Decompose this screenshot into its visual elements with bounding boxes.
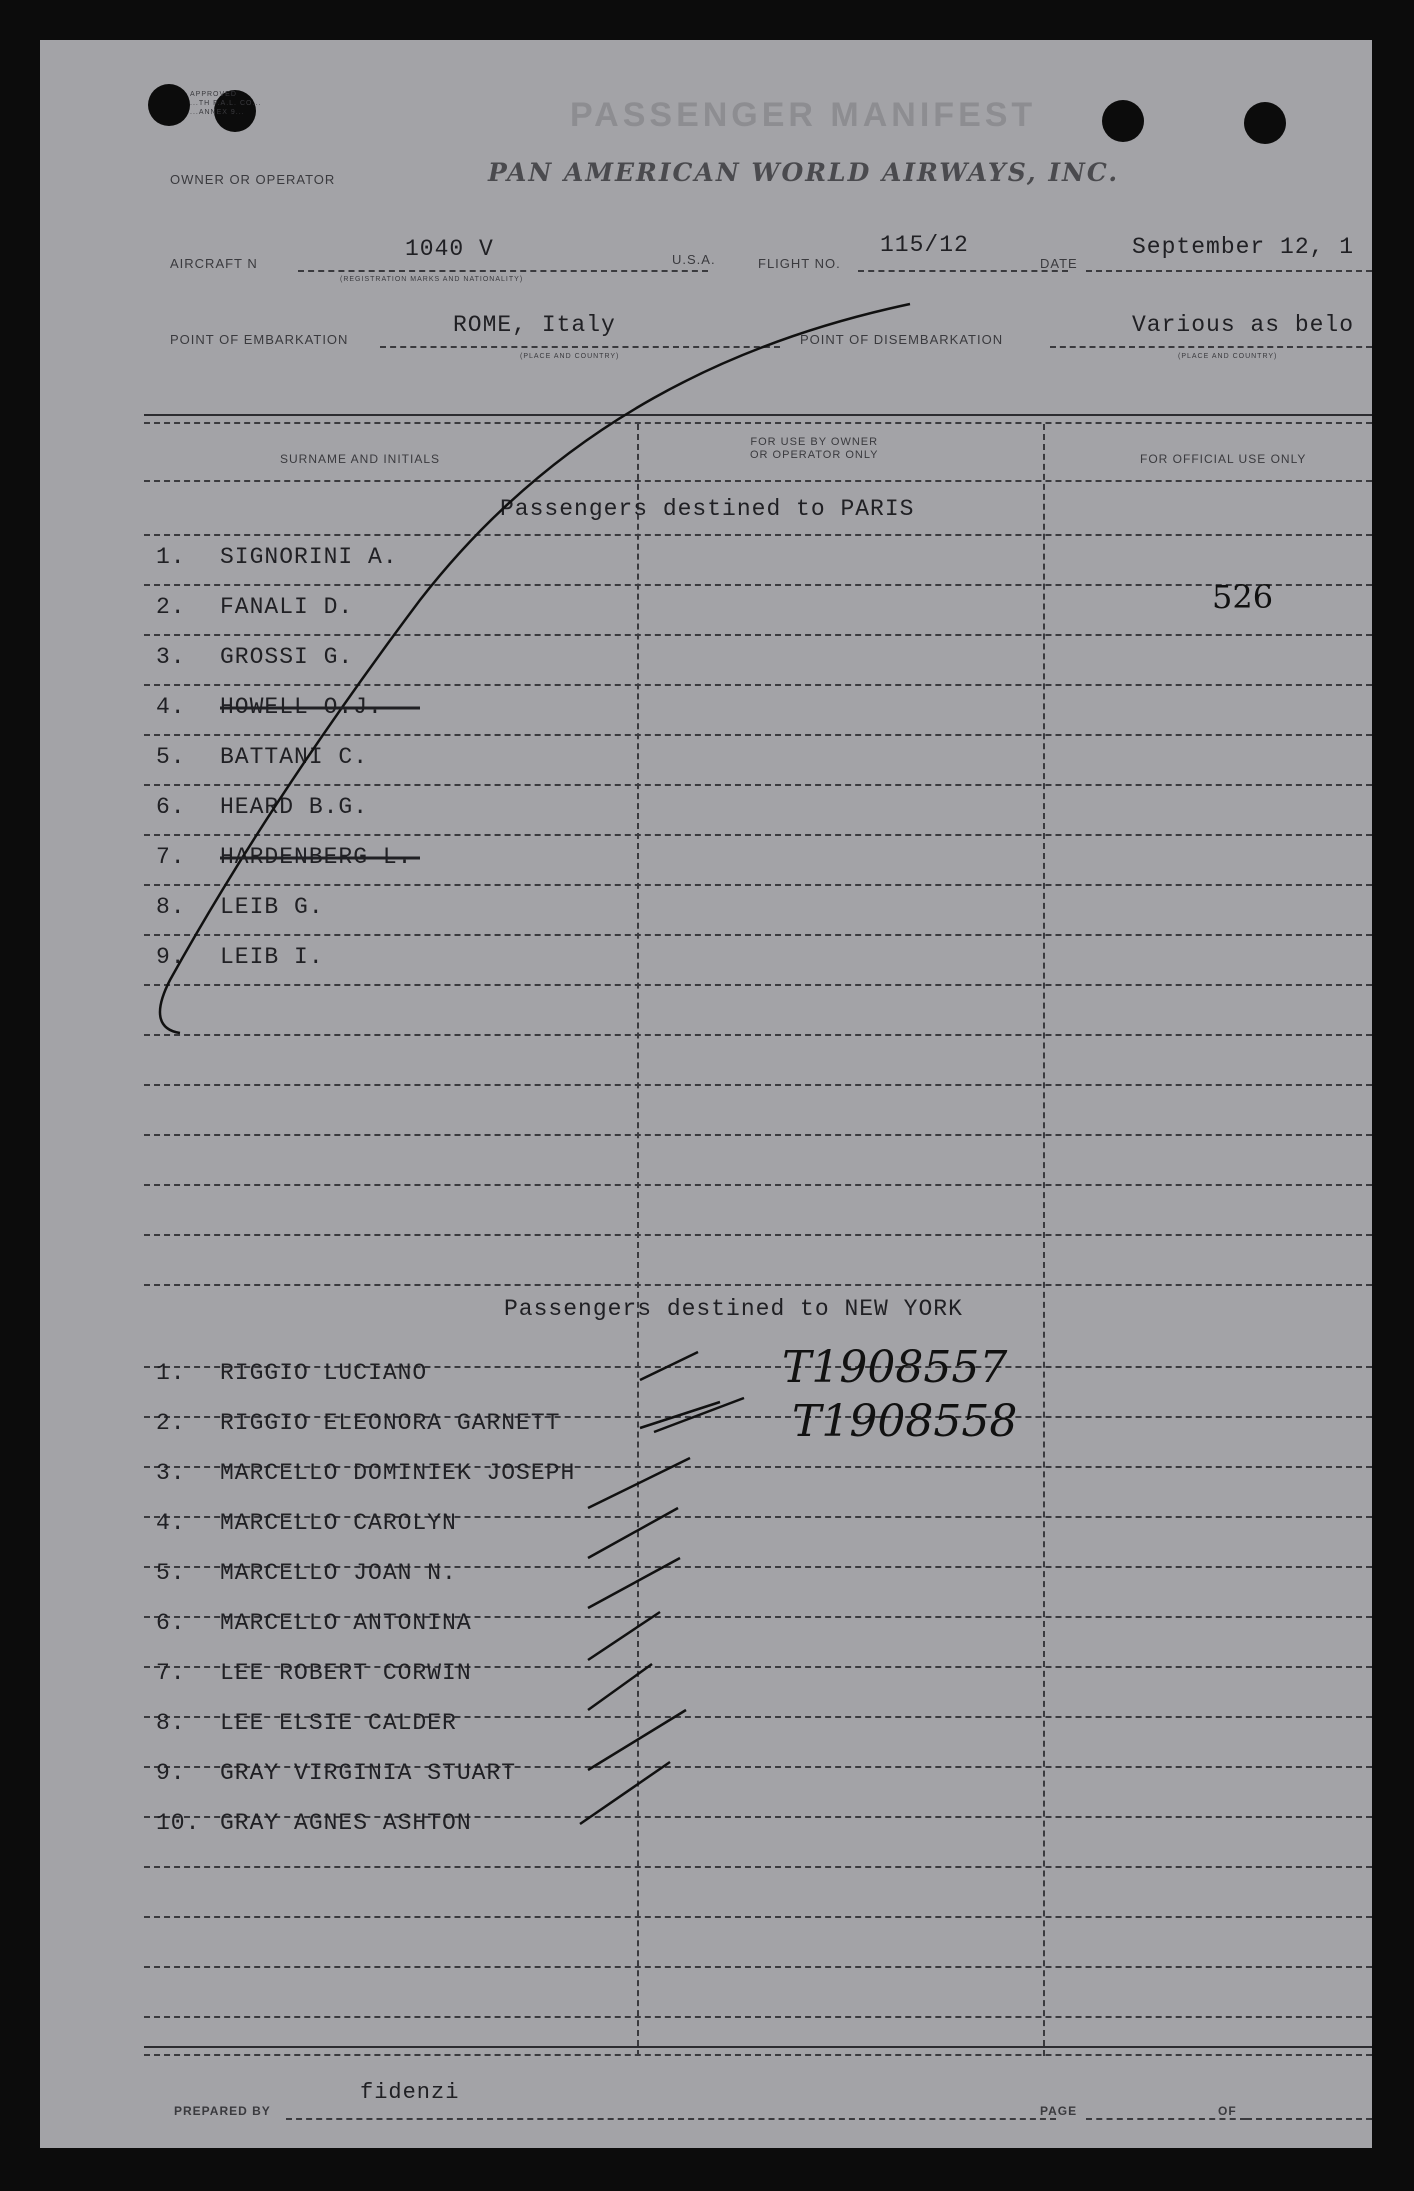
passenger-number: 8.	[156, 894, 186, 920]
passenger-name: HEARD B.G.	[220, 794, 369, 820]
passenger-number: 7.	[156, 844, 186, 870]
typed-strikeouts	[220, 708, 420, 858]
check-stroke	[640, 1402, 720, 1428]
check-stroke	[654, 1398, 744, 1432]
passenger-name: SIGNORINI A.	[220, 544, 398, 570]
embark-sub: (PLACE AND COUNTRY)	[520, 353, 620, 360]
date-label: DATE	[1040, 256, 1078, 271]
passenger-name: HOWELL O.J.	[220, 694, 383, 720]
form-title: PASSENGER MANIFEST	[570, 96, 1037, 134]
of-line	[1246, 2118, 1372, 2120]
owner-value: PAN AMERICAN WORLD AIRWAYS, INC.	[488, 158, 1120, 187]
passenger-number: 7.	[156, 1660, 186, 1686]
disembark-label: POINT OF DISEMBARKATION	[800, 332, 1004, 347]
disembark-sub: (PLACE AND COUNTRY)	[1178, 353, 1278, 360]
passenger-number: 6.	[156, 1610, 186, 1636]
check-stroke	[588, 1612, 660, 1660]
usa-label: U.S.A.	[672, 252, 716, 267]
passenger-name: LEIB I.	[220, 944, 324, 970]
column-header-official-use: FOR OFFICIAL USE ONLY	[1140, 452, 1307, 466]
passenger-name: GROSSI G.	[220, 644, 354, 670]
passenger-number: 9.	[156, 944, 186, 970]
passenger-name: MARCELLO DOMINIEK JOSEPH	[220, 1460, 576, 1486]
check-stroke	[588, 1710, 686, 1770]
passenger-name: MARCELLO JOAN N.	[220, 1560, 457, 1586]
passenger-number: 6.	[156, 794, 186, 820]
check-strokes	[580, 1352, 744, 1824]
page-label: PAGE	[1040, 2104, 1078, 2118]
flight-value: 115/12	[880, 232, 969, 258]
flight-label: FLIGHT NO.	[758, 256, 841, 271]
passenger-name: MARCELLO ANTONINA	[220, 1610, 472, 1636]
passenger-number: 4.	[156, 1510, 186, 1536]
passenger-number: 5.	[156, 744, 186, 770]
footer-rule	[144, 2046, 1372, 2048]
passenger-name: RIGGIO LUCIANO	[220, 1360, 428, 1386]
check-stroke	[588, 1664, 652, 1710]
footer-rule-2	[144, 2054, 1372, 2056]
embark-value: ROME, Italy	[453, 312, 616, 338]
passenger-number: 2.	[156, 594, 186, 620]
column-header-surname: SURNAME AND INITIALS	[280, 452, 441, 466]
passenger-number: 3.	[156, 644, 186, 670]
date-value: September 12, 1	[1132, 234, 1355, 260]
prepared-by-line	[286, 2118, 1056, 2120]
passenger-number: 8.	[156, 1710, 186, 1736]
passenger-name: BATTANI C.	[220, 744, 369, 770]
check-stroke	[640, 1352, 698, 1380]
manifest-page	[40, 40, 1372, 2148]
passenger-name: HARDENBERG L.	[220, 844, 413, 870]
prepared-by-value: fidenzi	[360, 2080, 460, 2105]
check-stroke	[588, 1558, 680, 1608]
official-number-annotation: 526	[1212, 578, 1274, 616]
pen-marks	[40, 40, 1372, 2148]
aircraft-sub: (REGISTRATION MARKS AND NATIONALITY)	[340, 276, 524, 283]
prepared-by-label: PREPARED BY	[174, 2104, 271, 2118]
check-stroke	[588, 1508, 678, 1558]
passenger-name: LEE ROBERT CORWIN	[220, 1660, 472, 1686]
passenger-number: 9.	[156, 1760, 186, 1786]
passenger-number: 2.	[156, 1410, 186, 1436]
passenger-name: MARCELLO CAROLYN	[220, 1510, 457, 1536]
passenger-name: LEE ELSIE CALDER	[220, 1710, 457, 1736]
section-heading-paris: Passengers destined to PARIS	[500, 496, 915, 522]
embark-label: POINT OF EMBARKATION	[170, 332, 349, 347]
check-stroke	[588, 1458, 690, 1508]
of-label: OF	[1218, 2104, 1237, 2118]
passenger-number: 1.	[156, 544, 186, 570]
passenger-name: GRAY AGNES ASHTON	[220, 1810, 472, 1836]
passenger-name: GRAY VIRGINIA STUART	[220, 1760, 517, 1786]
passenger-number: 4.	[156, 694, 186, 720]
owner-label: OWNER OR OPERATOR	[170, 172, 336, 187]
cancel-arc-stroke	[160, 304, 910, 1033]
passenger-number: 10.	[156, 1810, 201, 1836]
ticket-number-2: T1908558	[792, 1396, 1018, 1447]
disembark-value: Various as belo	[1132, 312, 1355, 338]
aircraft-value: 1040 V	[405, 236, 494, 262]
check-stroke	[580, 1762, 670, 1824]
passenger-number: 5.	[156, 1560, 186, 1586]
passenger-name: FANALI D.	[220, 594, 354, 620]
column-header-owner-use: FOR USE BY OWNER OR OPERATOR ONLY	[750, 436, 879, 461]
ticket-number-1: T1908557	[782, 1342, 1008, 1393]
approved-stamp: APPROVED ...TH F.A.L. CO... ...ANNEX 9...	[190, 91, 262, 116]
section-heading-new-york: Passengers destined to NEW YORK	[504, 1296, 963, 1322]
passenger-number: 3.	[156, 1460, 186, 1486]
passenger-name: LEIB G.	[220, 894, 324, 920]
page-line	[1086, 2118, 1246, 2120]
aircraft-label: AIRCRAFT N	[170, 256, 258, 271]
passenger-number: 1.	[156, 1360, 186, 1386]
passenger-name: RIGGIO ELEONORA GARNETT	[220, 1410, 561, 1436]
